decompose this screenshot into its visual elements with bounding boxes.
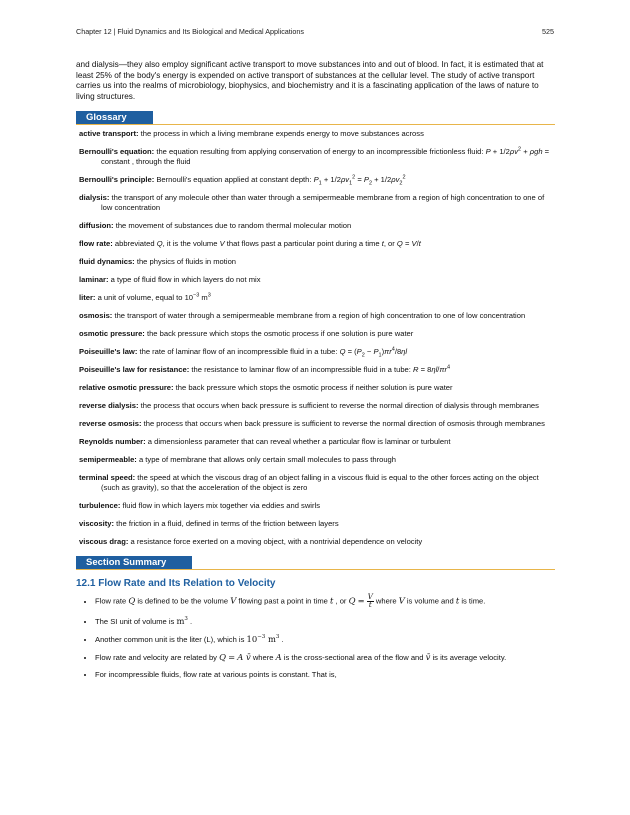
glossary-entry-osmotic-pressure: osmotic pressure: the back pressure which stops the osmotic process if one solution is pure water [79, 329, 414, 338]
glossary-entry-active-transport: active transport: the process in which a living membrane expends energy to move substances across [79, 129, 424, 138]
glossary-heading: Glossary [76, 111, 153, 124]
glossary-entry-reverse-osmosis: reverse osmosis: the process that occurs when back pressure is sufficient to reverse the normal direction of osmosis through membranes [79, 419, 545, 428]
glossary-list [76, 129, 555, 547]
glossary-entry-bernoulli-principle: Bernoulli's principle: Bernoulli's equation applied at constant depth: $P_1 + 1/2\rho v_1^2 = P_2 + 1/2\rho v_2^2$ [79, 174, 406, 187]
section-summary-heading-bar [76, 556, 555, 570]
glossary-entry-reynolds-number: Reynolds number: a dimensionless parameter that can reveal whether a particular flow is laminar or turbulent [79, 437, 451, 446]
page-header [76, 27, 554, 39]
glossary-entry-viscous-drag: viscous drag: a resistance force exerted on a moving object, with a nontrivial dependence on velocity [79, 537, 423, 546]
glossary-entry-flow-rate: flow rate: abbreviated Q, it is the volume V that flows past a particular point during a time t, or Q = V/t [79, 239, 421, 248]
glossary-entry-dialysis: dialysis: the transport of any molecule other than water through a semipermeable membrane from a region of high concentration to one of low concentration [79, 193, 545, 212]
glossary-entry-viscosity: viscosity: the friction in a fluid, defined in terms of the friction between layers [79, 519, 339, 528]
summary-bullet-flow-rate: • Flow rate Q is defined to be the volume V flowing past a point in time t , or Q = $\frac{V}{t}$ where V is volume and t is time. [95, 594, 555, 609]
glossary-entry-bernoulli-equation: Bernoulli's equation: the equation resulting from applying conservation of energy to an incompressible frictionless fluid: $P + 1/2\rho v^2 + \rho gh$ = constant , through the fluid [79, 146, 550, 166]
glossary-entry-relative-osmotic-pressure: relative osmotic pressure: the back pressure which stops the osmotic process if neither solution is pure water [79, 383, 453, 392]
page-number: 525 [542, 27, 554, 36]
chapter-title: Chapter 12 | Fluid Dynamics and Its Biological and Medical Applications [76, 27, 304, 36]
summary-bullet-liter: • Another common unit is the liter (L), which is $10^{-3}$ $m^3$ . [95, 634, 555, 645]
flow-rate-fraction: $\frac{V}{t}$ [367, 593, 373, 609]
glossary-entry-turbulence: turbulence: fluid flow in which layers mix together via eddies and swirls [79, 501, 321, 510]
summary-bullet-incompressible: • For incompressible fluids, flow rate at various points is constant. That is, [95, 670, 555, 680]
intro-paragraph: and dialysis—they also employ significant active transport to move substances into and out of blood. In fact, it is estimated that at least 25% of the body's energy is expended on active transport of substances at the cellular level. The study of active transport carries us into the realms of microbiology, biophysics, and biochemistry and it is a fascinating application of the laws of nature to living structures. [76, 60, 544, 101]
glossary-entry-reverse-dialysis: reverse dialysis: the process that occurs when back pressure is sufficient to reverse the normal direction of dialysis through membranes [79, 401, 539, 410]
summary-subheading: 12.1 Flow Rate and Its Relation to Velocity [76, 578, 276, 589]
glossary-entry-semipermeable: semipermeable: a type of membrane that allows only certain small molecules to pass through [79, 455, 397, 464]
glossary-entry-laminar: laminar: a type of fluid flow in which layers do not mix [79, 275, 261, 284]
page-content [76, 60, 555, 687]
glossary-entry-poiseuille-law: Poiseuille's law: the rate of laminar flow of an incompressible fluid in a tube: $Q = (P_2 - P_1)\pi r^4/8\eta l$ [79, 346, 408, 359]
glossary-entry-poiseuille-resistance: Poiseuille's law for resistance: the resistance to laminar flow of an incompressible fluid in a tube: $R = 8\eta l/\pi r^4$ [79, 364, 451, 374]
summary-bullet-si-unit: • The SI unit of volume is $m^3$ . [95, 616, 555, 627]
glossary-entry-terminal-speed: terminal speed: the speed at which the viscous drag of an object falling in a viscous fluid is equal to the other forces acting on the object (such as gravity), so that the acceleration of the object is zero [79, 473, 539, 492]
summary-bullet-velocity: • Flow rate and velocity are related by Q = A v̄ where A is the cross-sectional area of the flow and v̄ is its average velocity. [95, 652, 555, 663]
glossary-entry-liter: liter: a unit of volume, equal to $10^{-3}$ $m^3$ [79, 292, 211, 302]
glossary-entry-diffusion: diffusion: the movement of substances due to random thermal molecular motion [79, 221, 352, 230]
summary-list [76, 594, 555, 680]
glossary-entry-fluid-dynamics: fluid dynamics: the physics of fluids in motion [79, 257, 237, 266]
glossary-heading-bar [76, 111, 555, 125]
glossary-entry-osmosis: osmosis: the transport of water through a semipermeable membrane from a region of high concentration to one of low concentration [79, 311, 526, 320]
section-summary-heading: Section Summary [76, 556, 192, 569]
